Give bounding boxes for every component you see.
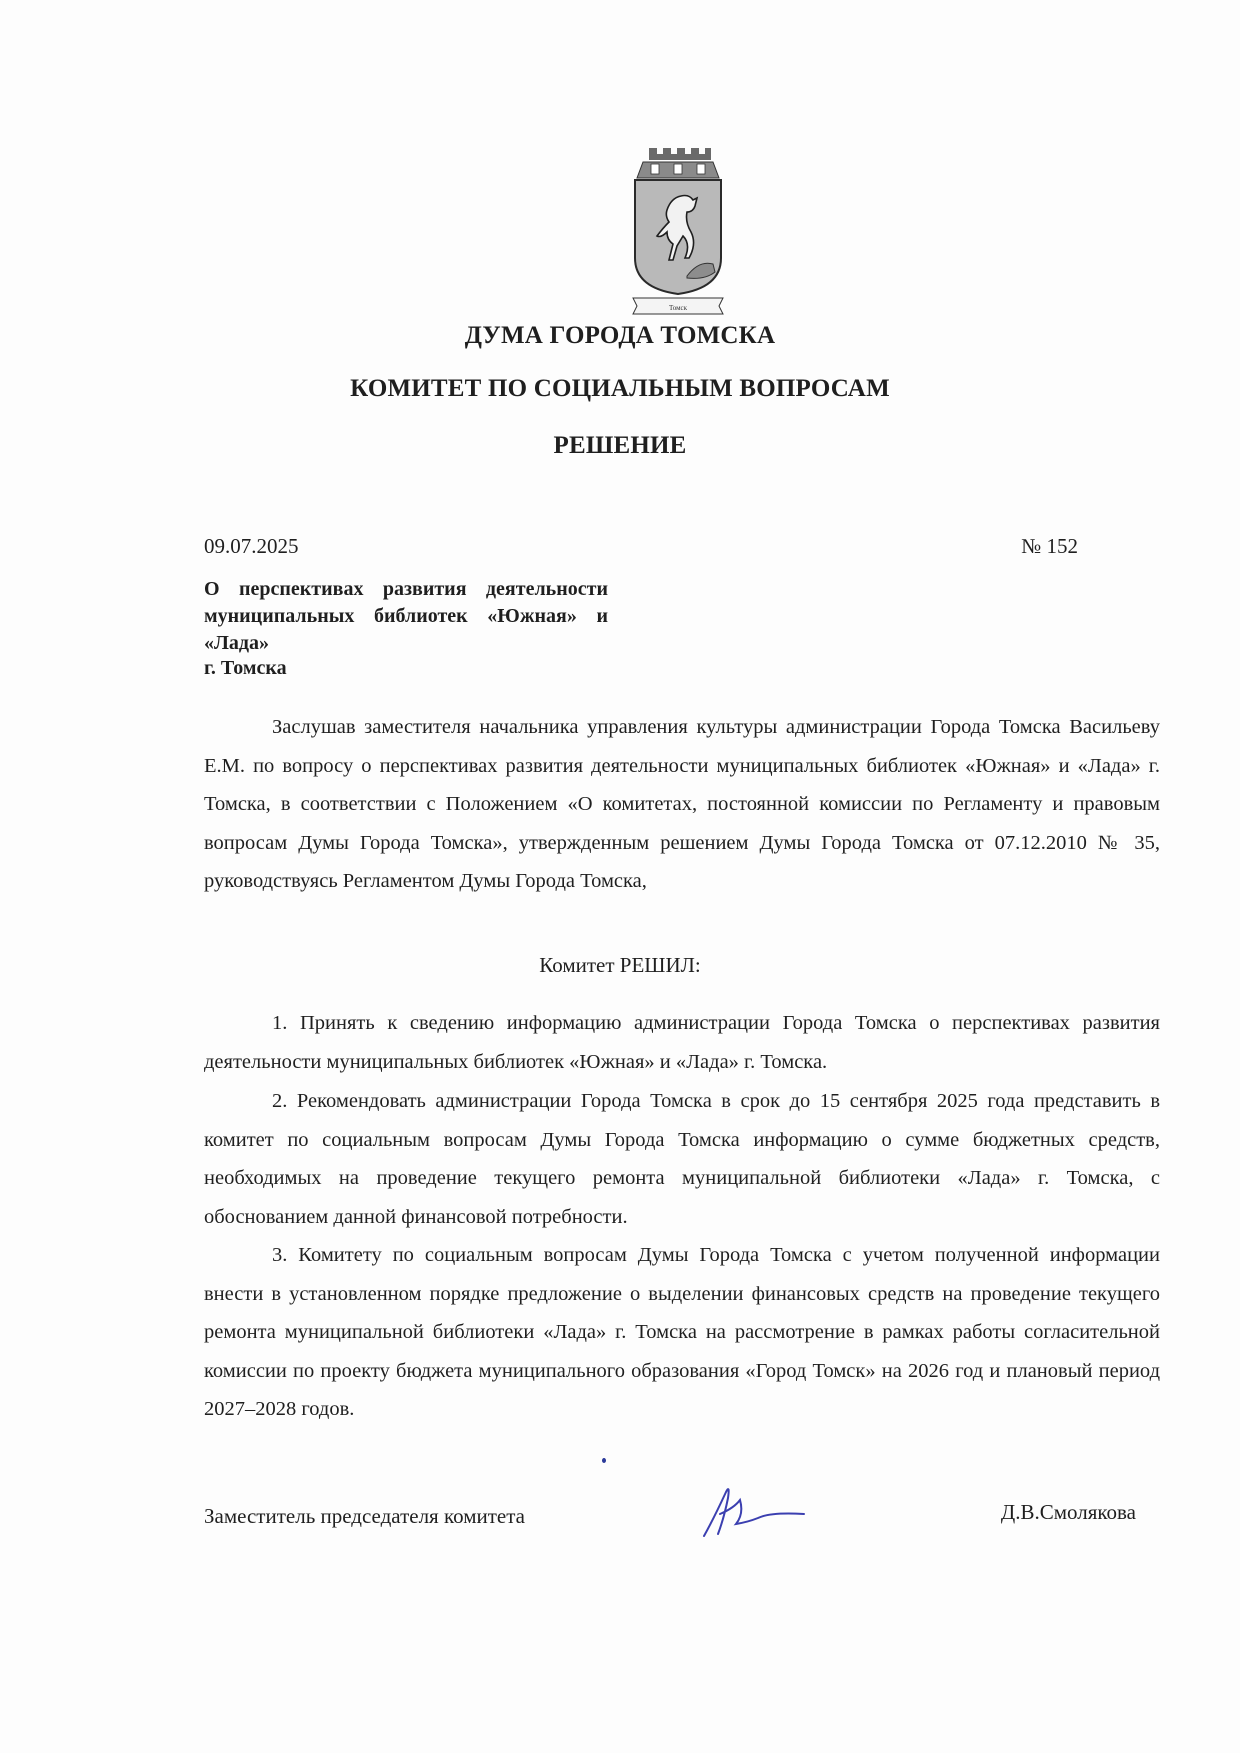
decision-item-3: 3. Комитету по социальным вопросам Думы Города Томска с учетом полученной информации внести в установленном порядке предложение о выделении финансовых средств на проведение текущего ремонта муниципальной библиотеки «Лада» г. Томска на рассмотрение в рамках работы согласительной комиссии по проекту бюджета муниципального образования «Город Томск» на 2026 год и плановый период 2027–2028 годов. <box>204 1244 1160 1420</box>
intro-paragraph: Заслушав заместителя начальника управления культуры администрации Города Томска Васильеву Е.М. по вопросу о перспективах развития деятельности муниципальных библиотек «Южная» и «Лада» г. Томска, в соответствии с Положением «О комитетах, постоянной комиссии по Регламенту и правовым вопросам Думы Города Томска», утвержденным решением Думы Города Томска от 07.12.2010 № 35, руководствуясь Регламентом Думы Города Томска, <box>204 716 1160 892</box>
decision-item-2: 2. Рекомендовать администрации Города Томска в срок до 15 сентября 2025 года представить в комитет по социальным вопросам Думы Города Томска информацию о сумме бюджетных средств, необходимых на проведение текущего ремонта муниципальной библиотеки «Лада» г. Томска, с обоснованием данной финансовой потребности. <box>204 1090 1160 1228</box>
decision-subject: О перспективах развития деятельности муниципальных библиотек «Южная» и «Лада» <box>204 578 608 654</box>
signer-name: Д.В.Смолякова <box>1000 1500 1136 1524</box>
decision-subject-end: г. Томска <box>204 657 287 679</box>
duma-title: ДУМА ГОРОДА ТОМСКА <box>464 322 776 349</box>
signer-position: Заместитель председателя комитета <box>204 1504 525 1528</box>
decision-date: 09.07.2025 <box>204 534 299 558</box>
handwritten-signature <box>700 1478 810 1542</box>
ink-dot <box>602 1458 606 1463</box>
coat-of-arms-emblem <box>627 148 729 318</box>
decided-label: Комитет РЕШИЛ: <box>539 953 701 977</box>
decision-item-1: 1. Принять к сведению информацию администрации Города Томска о перспективах развития деятельности муниципальных библиотек «Южная» и «Лада» г. Томска. <box>204 1012 1160 1073</box>
svg-text:Томск: Томск <box>668 304 688 312</box>
document-type: РЕШЕНИЕ <box>553 432 687 459</box>
committee-title: КОМИТЕТ ПО СОЦИАЛЬНЫМ ВОПРОСАМ <box>350 375 890 402</box>
decision-number: № 152 <box>1021 534 1078 558</box>
